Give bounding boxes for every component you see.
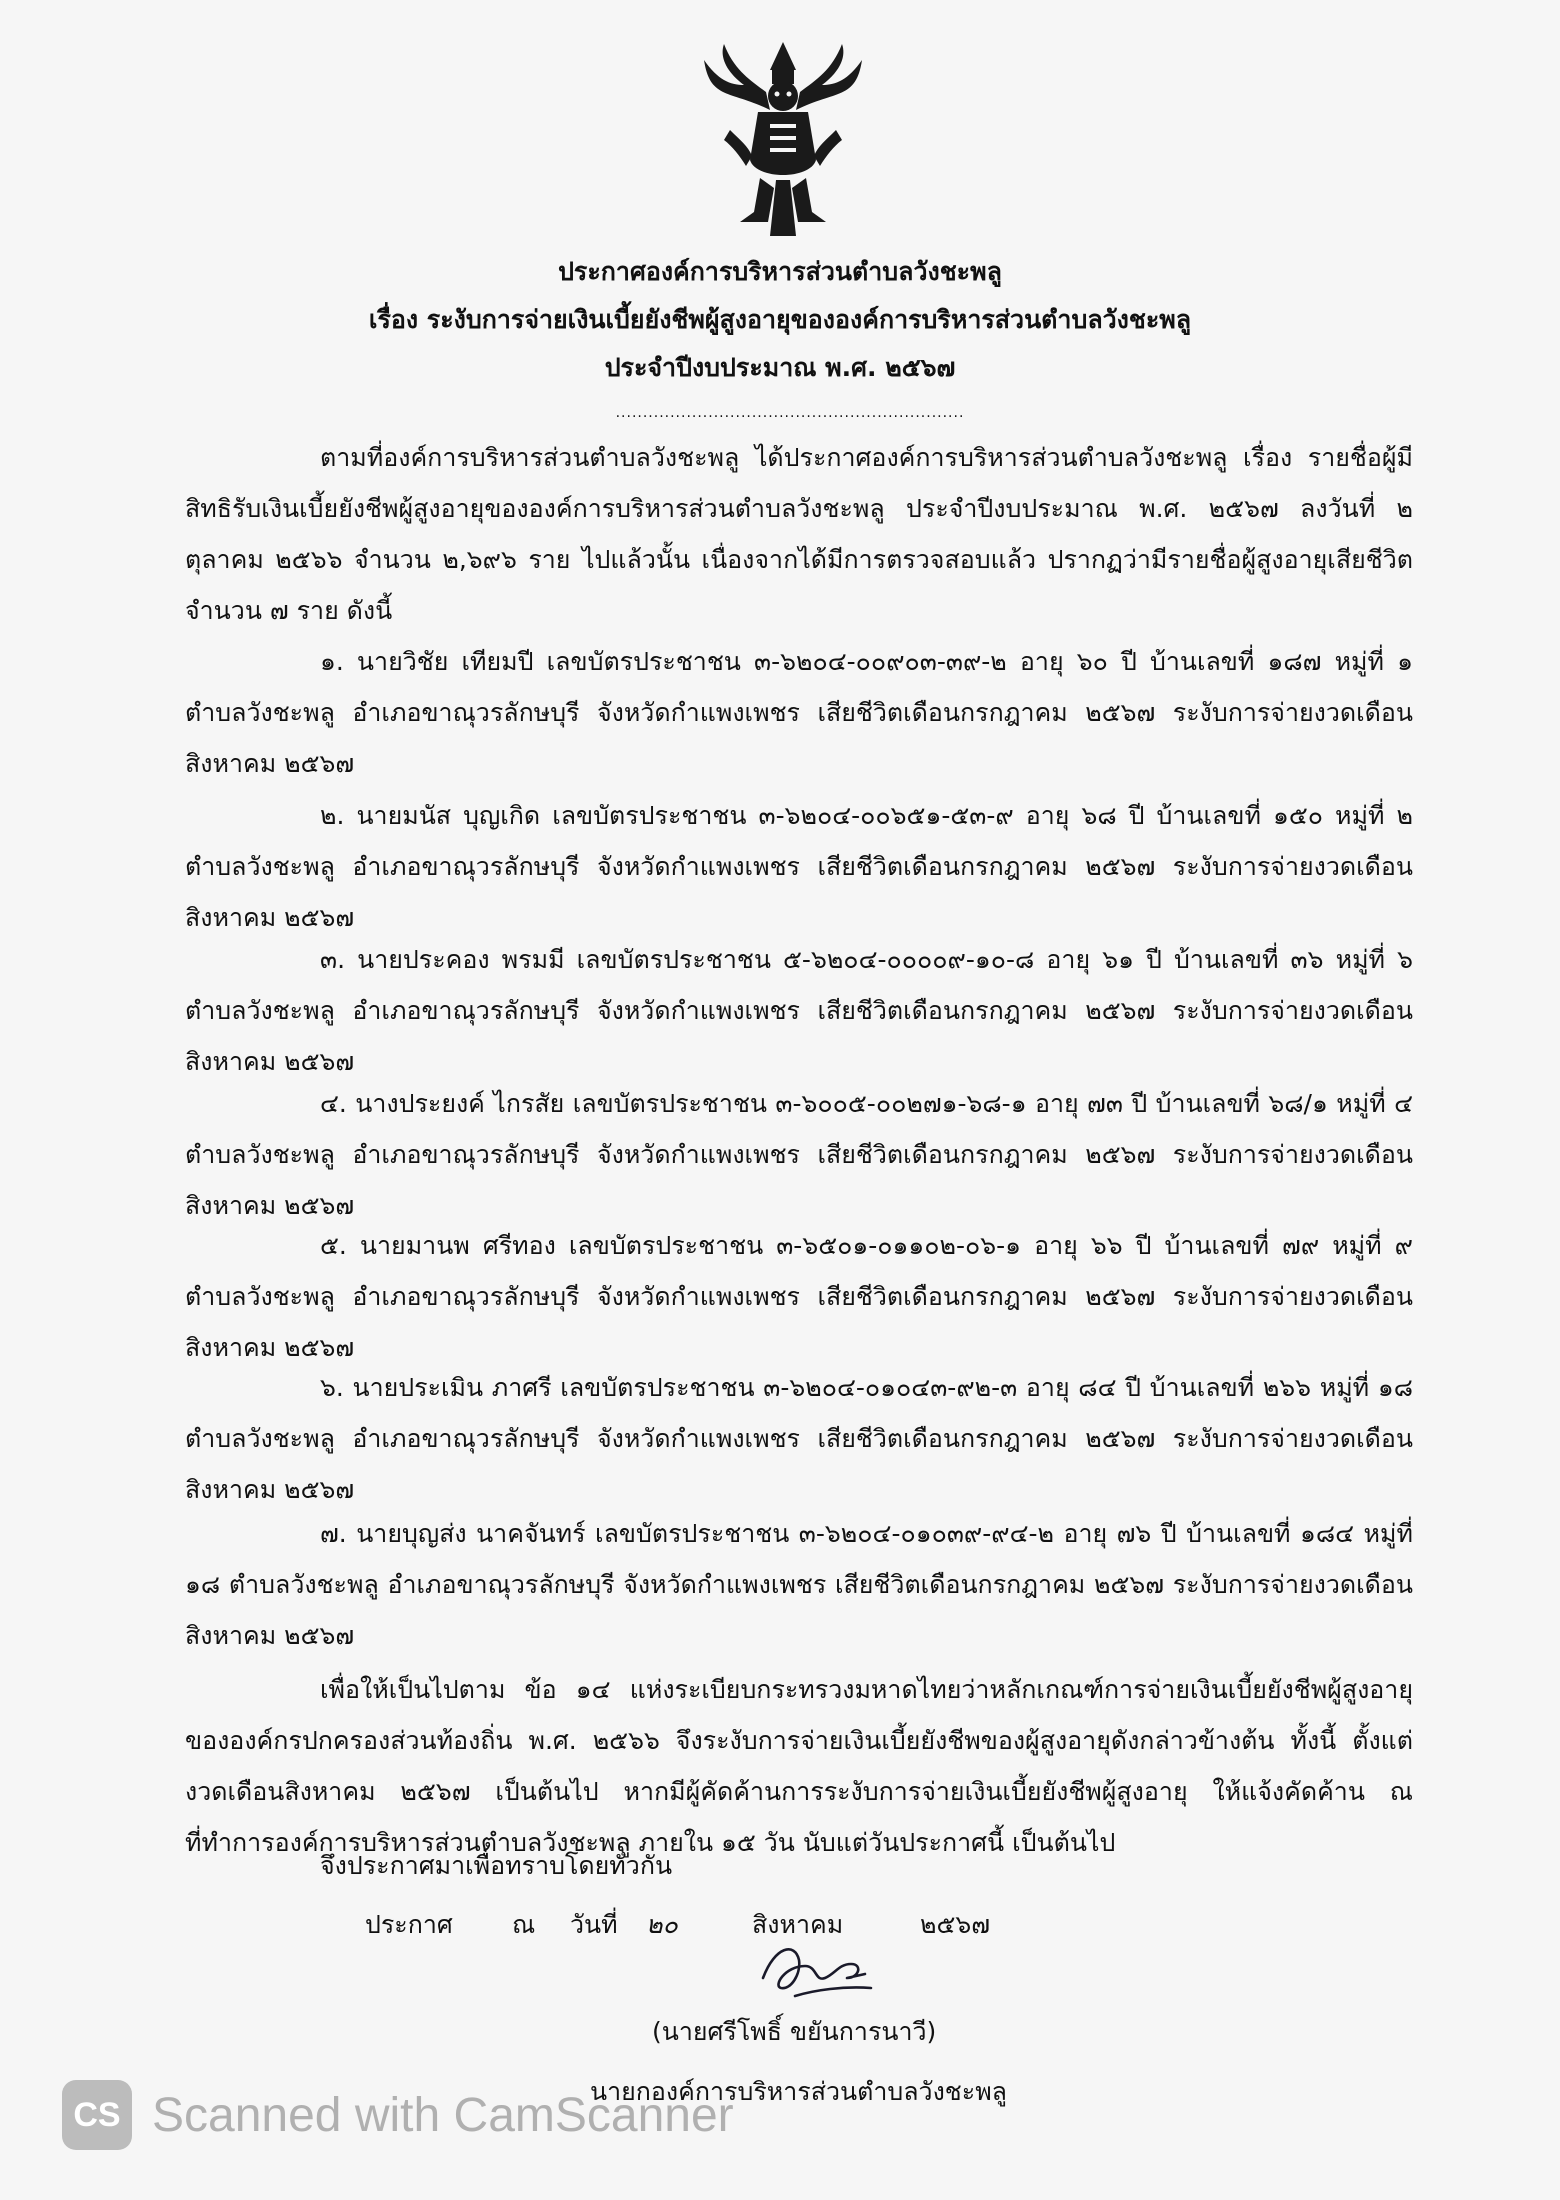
camscanner-watermark <box>62 2080 734 2150</box>
signer-position: นายกองค์การบริหารส่วนตำบลวังชะพลู <box>590 2077 1007 2106</box>
intro-paragraph <box>185 432 1413 636</box>
list-item-text: ๔. นางประยงค์ ไกรสัย เลขบัตรประชาชน ๓-๖๐๐๕-๐๐๒๗๑-๖๘-๑ อายุ ๗๓ ปี บ้านเลขที่ ๖๘/๑ หมู่ที่ ๔ ตำบลวังชะพลู อำเภอขาณุวรลักษบุรี จังหวัดกำแพงเพชร เสียชีวิตเดือนกรกฎาคม ๒๕๖๗ ระงับการจ่ายงวดเดือนสิงหาคม ๒๕๖๗ <box>185 1089 1413 1220</box>
watermark-text: Scanned with CamScanner <box>152 2088 734 2142</box>
list-item-text: ๒. นายมนัส บุญเกิด เลขบัตรประชาชน ๓-๖๒๐๔-๐๐๖๕๑-๕๓-๙ อายุ ๖๘ ปี บ้านเลขที่ ๑๕๐ หมู่ที่ ๒ ตำบลวังชะพลู อำเภอขาณุวรลักษบุรี จังหวัดกำแพงเพชร เสียชีวิตเดือนกรกฎาคม ๒๕๖๗ ระงับการจ่ายงวดเดือนสิงหาคม ๒๕๖๗ <box>185 801 1413 932</box>
announcement-subject: เรื่อง ระงับการจ่ายเงินเบี้ยยังชีพผู้สูงอายุขององค์การบริหารส่วนตำบลวังชะพลู <box>368 305 1192 334</box>
garuda-emblem <box>700 40 866 240</box>
announcement-fiscal-year: ประจำปีงบประมาณ พ.ศ. ๒๕๖๗ <box>604 353 956 382</box>
date-at: ณ <box>512 1910 536 1939</box>
signer-name: (นายศรีโพธิ์ ขยันการนาวี) <box>652 2017 937 2046</box>
date-day: ๒๐ <box>646 1910 678 1939</box>
list-item <box>185 1362 1413 1515</box>
list-item <box>185 1078 1413 1231</box>
list-item-text: ๕. นายมานพ ศรีทอง เลขบัตรประชาชน ๓-๖๕๐๑-๐๑๑๐๒-๐๖-๑ อายุ ๖๖ ปี บ้านเลขที่ ๗๙ หมู่ที่ ๙ ตำบลวังชะพลู อำเภอขาณุวรลักษบุรี จังหวัดกำแพงเพชร เสียชีวิตเดือนกรกฎาคม ๒๕๖๗ ระงับการจ่ายงวดเดือนสิงหาคม ๒๕๖๗ <box>185 1231 1413 1362</box>
intro-text: ตามที่องค์การบริหารส่วนตำบลวังชะพลู ได้ประกาศองค์การบริหารส่วนตำบลวังชะพลู เรื่อง รายชื่อผู้มีสิทธิรับเงินเบี้ยยังชีพผู้สูงอายุขององค์การบริหารส่วนตำบลวังชะพลู ประจำปีงบประมาณ พ.ศ. ๒๕๖๗ ลงวันที่ ๒ ตุลาคม ๒๕๖๖ จำนวน ๒,๖๙๖ ราย ไปแล้วนั้น เนื่องจากได้มีการตรวจสอบแล้ว ปรากฏว่ามีรายชื่อผู้สูงอายุเสียชีวิต จำนวน ๗ ราย ดังนี้ <box>185 443 1413 625</box>
regulation-text: เพื่อให้เป็นไปตาม ข้อ ๑๔ แห่งระเบียบกระทรวงมหาดไทยว่าหลักเกณฑ์การจ่ายเงินเบี้ยยังชีพผู้สูงอายุขององค์กรปกครองส่วนท้องถิ่น พ.ศ. ๒๕๖๖ จึงระงับการจ่ายเงินเบี้ยยังชีพของผู้สูงอายุดังกล่าวข้างต้น ทั้งนี้ ตั้งแต่งวดเดือนสิงหาคม ๒๕๖๗ เป็นต้นไป หากมีผู้คัดค้านการระงับการจ่ายเงินเบี้ยยังชีพผู้สูงอายุ ให้แจ้งคัดค้าน ณ ที่ทำการองค์การบริหารส่วนตำบลวังชะพลู ภายใน ๑๕ วัน นับแต่วันประกาศนี้ เป็นต้นไป <box>185 1675 1413 1857</box>
signature-mark <box>755 1938 875 2004</box>
list-item <box>185 934 1413 1087</box>
list-item <box>185 636 1413 789</box>
closing-statement: จึงประกาศมาเพื่อทราบโดยทั่วกัน <box>320 1851 673 1880</box>
date-prefix: ประกาศ <box>365 1910 453 1939</box>
list-item <box>185 1508 1413 1661</box>
list-item <box>185 790 1413 943</box>
date-day-label: วันที่ <box>570 1910 618 1939</box>
list-item-text: ๓. นายประคอง พรมมี เลขบัตรประชาชน ๕-๖๒๐๔-๐๐๐๐๙-๑๐-๘ อายุ ๖๑ ปี บ้านเลขที่ ๓๖ หมู่ที่ ๖ ตำบลวังชะพลู อำเภอขาณุวรลักษบุรี จังหวัดกำแพงเพชร เสียชีวิตเดือนกรกฎาคม ๒๕๖๗ ระงับการจ่ายงวดเดือนสิงหาคม ๒๕๖๗ <box>185 945 1413 1076</box>
list-item-text: ๗. นายบุญส่ง นาคจันทร์ เลขบัตรประชาชน ๓-๖๒๐๔-๐๑๐๓๙-๙๔-๒ อายุ ๗๖ ปี บ้านเลขที่ ๑๘๔ หมู่ที่ ๑๘ ตำบลวังชะพลู อำเภอขาณุวรลักษบุรี จังหวัดกำแพงเพชร เสียชีวิตเดือนกรกฎาคม ๒๕๖๗ ระงับการจ่ายงวดเดือนสิงหาคม ๒๕๖๗ <box>185 1519 1413 1650</box>
date-year: ๒๕๖๗ <box>920 1910 991 1939</box>
regulation-paragraph <box>185 1664 1413 1868</box>
list-item-text: ๑. นายวิชัย เทียมปี เลขบัตรประชาชน ๓-๖๒๐๔-๐๐๙๐๓-๓๙-๒ อายุ ๖๐ ปี บ้านเลขที่ ๑๘๗ หมู่ที่ ๑ ตำบลวังชะพลู อำเภอขาณุวรลักษบุรี จังหวัดกำแพงเพชร เสียชีวิตเดือนกรกฎาคม ๒๕๖๗ ระงับการจ่ายงวดเดือนสิงหาคม ๒๕๖๗ <box>185 647 1413 778</box>
title-separator: ................................................................ <box>615 405 965 421</box>
camscanner-logo: CS <box>62 2080 132 2150</box>
list-item-text: ๖. นายประเมิน ภาศรี เลขบัตรประชาชน ๓-๖๒๐๔-๐๑๐๔๓-๙๒-๓ อายุ ๘๔ ปี บ้านเลขที่ ๒๖๖ หมู่ที่ ๑๘ ตำบลวังชะพลู อำเภอขาณุวรลักษบุรี จังหวัดกำแพงเพชร เสียชีวิตเดือนกรกฎาคม ๒๕๖๗ ระงับการจ่ายงวดเดือนสิงหาคม ๒๕๖๗ <box>185 1373 1413 1504</box>
announcement-title: ประกาศองค์การบริหารส่วนตำบลวังชะพลู <box>558 257 1002 286</box>
date-month: สิงหาคม <box>752 1910 844 1939</box>
list-item <box>185 1220 1413 1373</box>
